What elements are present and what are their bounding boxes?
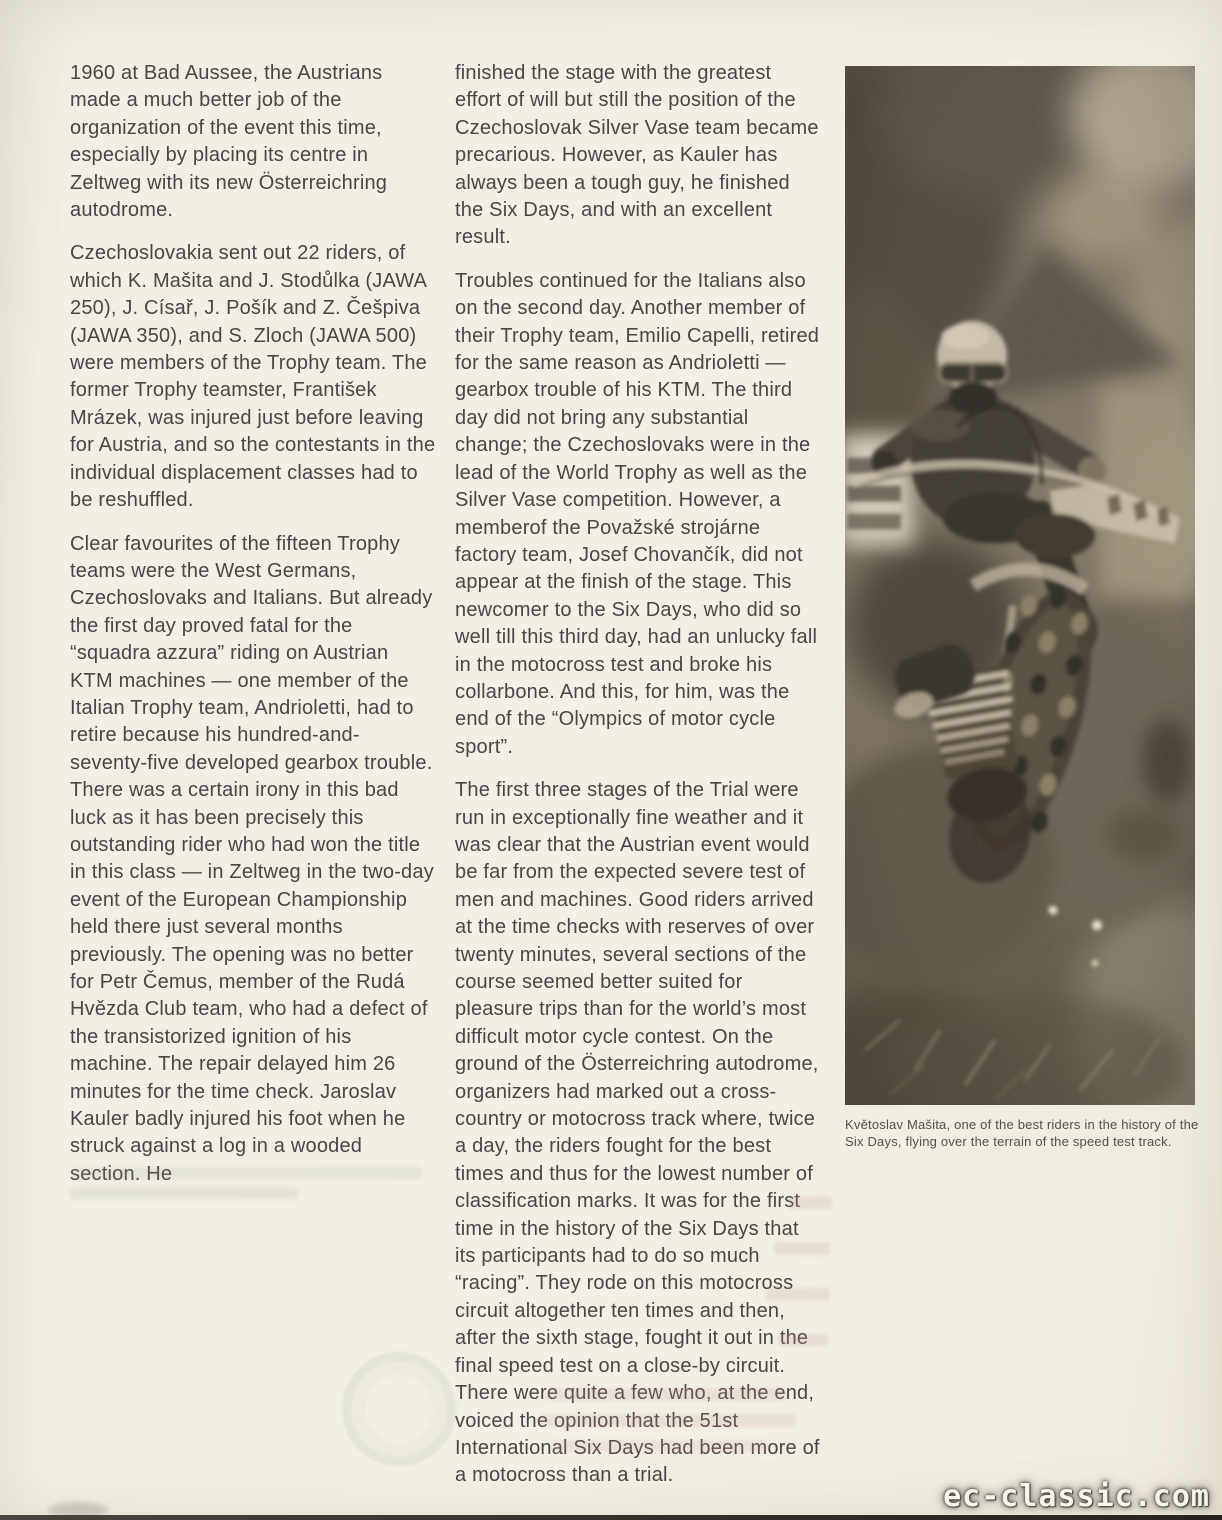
ghost-showthrough-stamp <box>342 1352 456 1466</box>
body-paragraph: finished the stage with the greatest effort of will but still the position of the Czechoslovak Silver Vase team became precarious. However, as Kauler has always been a tough guy, he finished the Six Days, and with an excellent result. <box>455 62 819 249</box>
scan-edge <box>0 1515 1222 1520</box>
text-column-right <box>455 60 821 1506</box>
body-paragraph: Czechoslovakia sent out 22 riders, of which K. Mašita and J. Stodůlka (JAWA 250), J. Císař, J. Pošík and Z. Češpiva (JAWA 350), and S. Zloch (JAWA 500) were members of the Trophy team. The former Trophy teamster, František Mrázek, was injured just before leaving for Austria, and so the contestants in the individual displacement classes had to be reshuffled. <box>70 242 436 512</box>
photo-caption: Květoslav Mašita, one of the best riders in the history of the Six Days, flying over the terrain of the speed test track. <box>845 1117 1199 1149</box>
body-paragraph: 1960 at Bad Aussee, the Austrians made a much better job of the organization of the event this time, especially by placing its centre in Zeltweg with its new Österreichring autodrome. <box>70 62 388 222</box>
body-paragraph: The first three stages of the Trial were run in exceptionally fine weather and it was clear that the Austrian event would be far from the expected severe test of men and machines. Good riders arrived at the time checks with reserves of over twenty minutes, several sections of the course seemed better suited for pleasure trips than for the world’s most difficult motor cycle contest. On the ground of the Österreichring autodrome, organizers had marked out a cross-country or motocross track where, twice a day, the riders fought for the best times and thus for the lowest number of classification marks. It was for the first time in the history of the Six Days that its participants had to do so much “racing”. They rode on this motocross circuit altogether ten times and then, after the sixth stage, fought it out in the final speed test on a close-by circuit. There were quite a few who, at the end, voiced the opinion that the 51st International Six Days had been more of a motocross than a trial. <box>455 779 820 1487</box>
watermark: ec-classic.com <box>943 1479 1210 1514</box>
rider-photo-illustration <box>845 66 1195 1105</box>
motocross-rider-photo <box>845 66 1195 1105</box>
body-paragraph: Troubles continued for the Italians also on the second day. Another member of their Trophy team, Emilio Capelli, retired for the same reason as Andrioletti — gearbox trouble of his KTM. The third day did not bring any substantial change; the Czechoslovaks were in the lead of the World Trophy as well as the Silver Vase competition. However, a memberof the Považské strojárne factory team, Josef Chovančík, did not appear at the finish of the stage. This newcomer to the Six Days, who did so well till this third day, had an unlucky fall in the motocross test and broke his collarbone. And this, for him, was the end of the “Olympics of motor cycle sport”. <box>455 269 820 758</box>
body-paragraph: Clear favourites of the fifteen Trophy teams were the West Germans, Czechoslovaks and Italians. But already the first day proved fatal for the “squadra azzura” riding on Austrian KTM machines — one member of the Italian Trophy team, Andrioletti, had to retire because his hundred-and-seventy-five developed gearbox trouble. There was a certain irony in this bad luck as it has been precisely this outstanding rider who had won the title in this class — in Zeltweg in the two-day event of the European Championship held there just several months previously. The opening was no better for Petr Čemus, member of the Rudá Hvězda Club team, who had a defect of the transistorized ignition of his machine. The repair delayed him 26 minutes for the time check. Jaroslav Kauler badly injured his foot when he struck against a log in a wooded section. He <box>70 532 434 1185</box>
text-column-left <box>70 60 436 1204</box>
